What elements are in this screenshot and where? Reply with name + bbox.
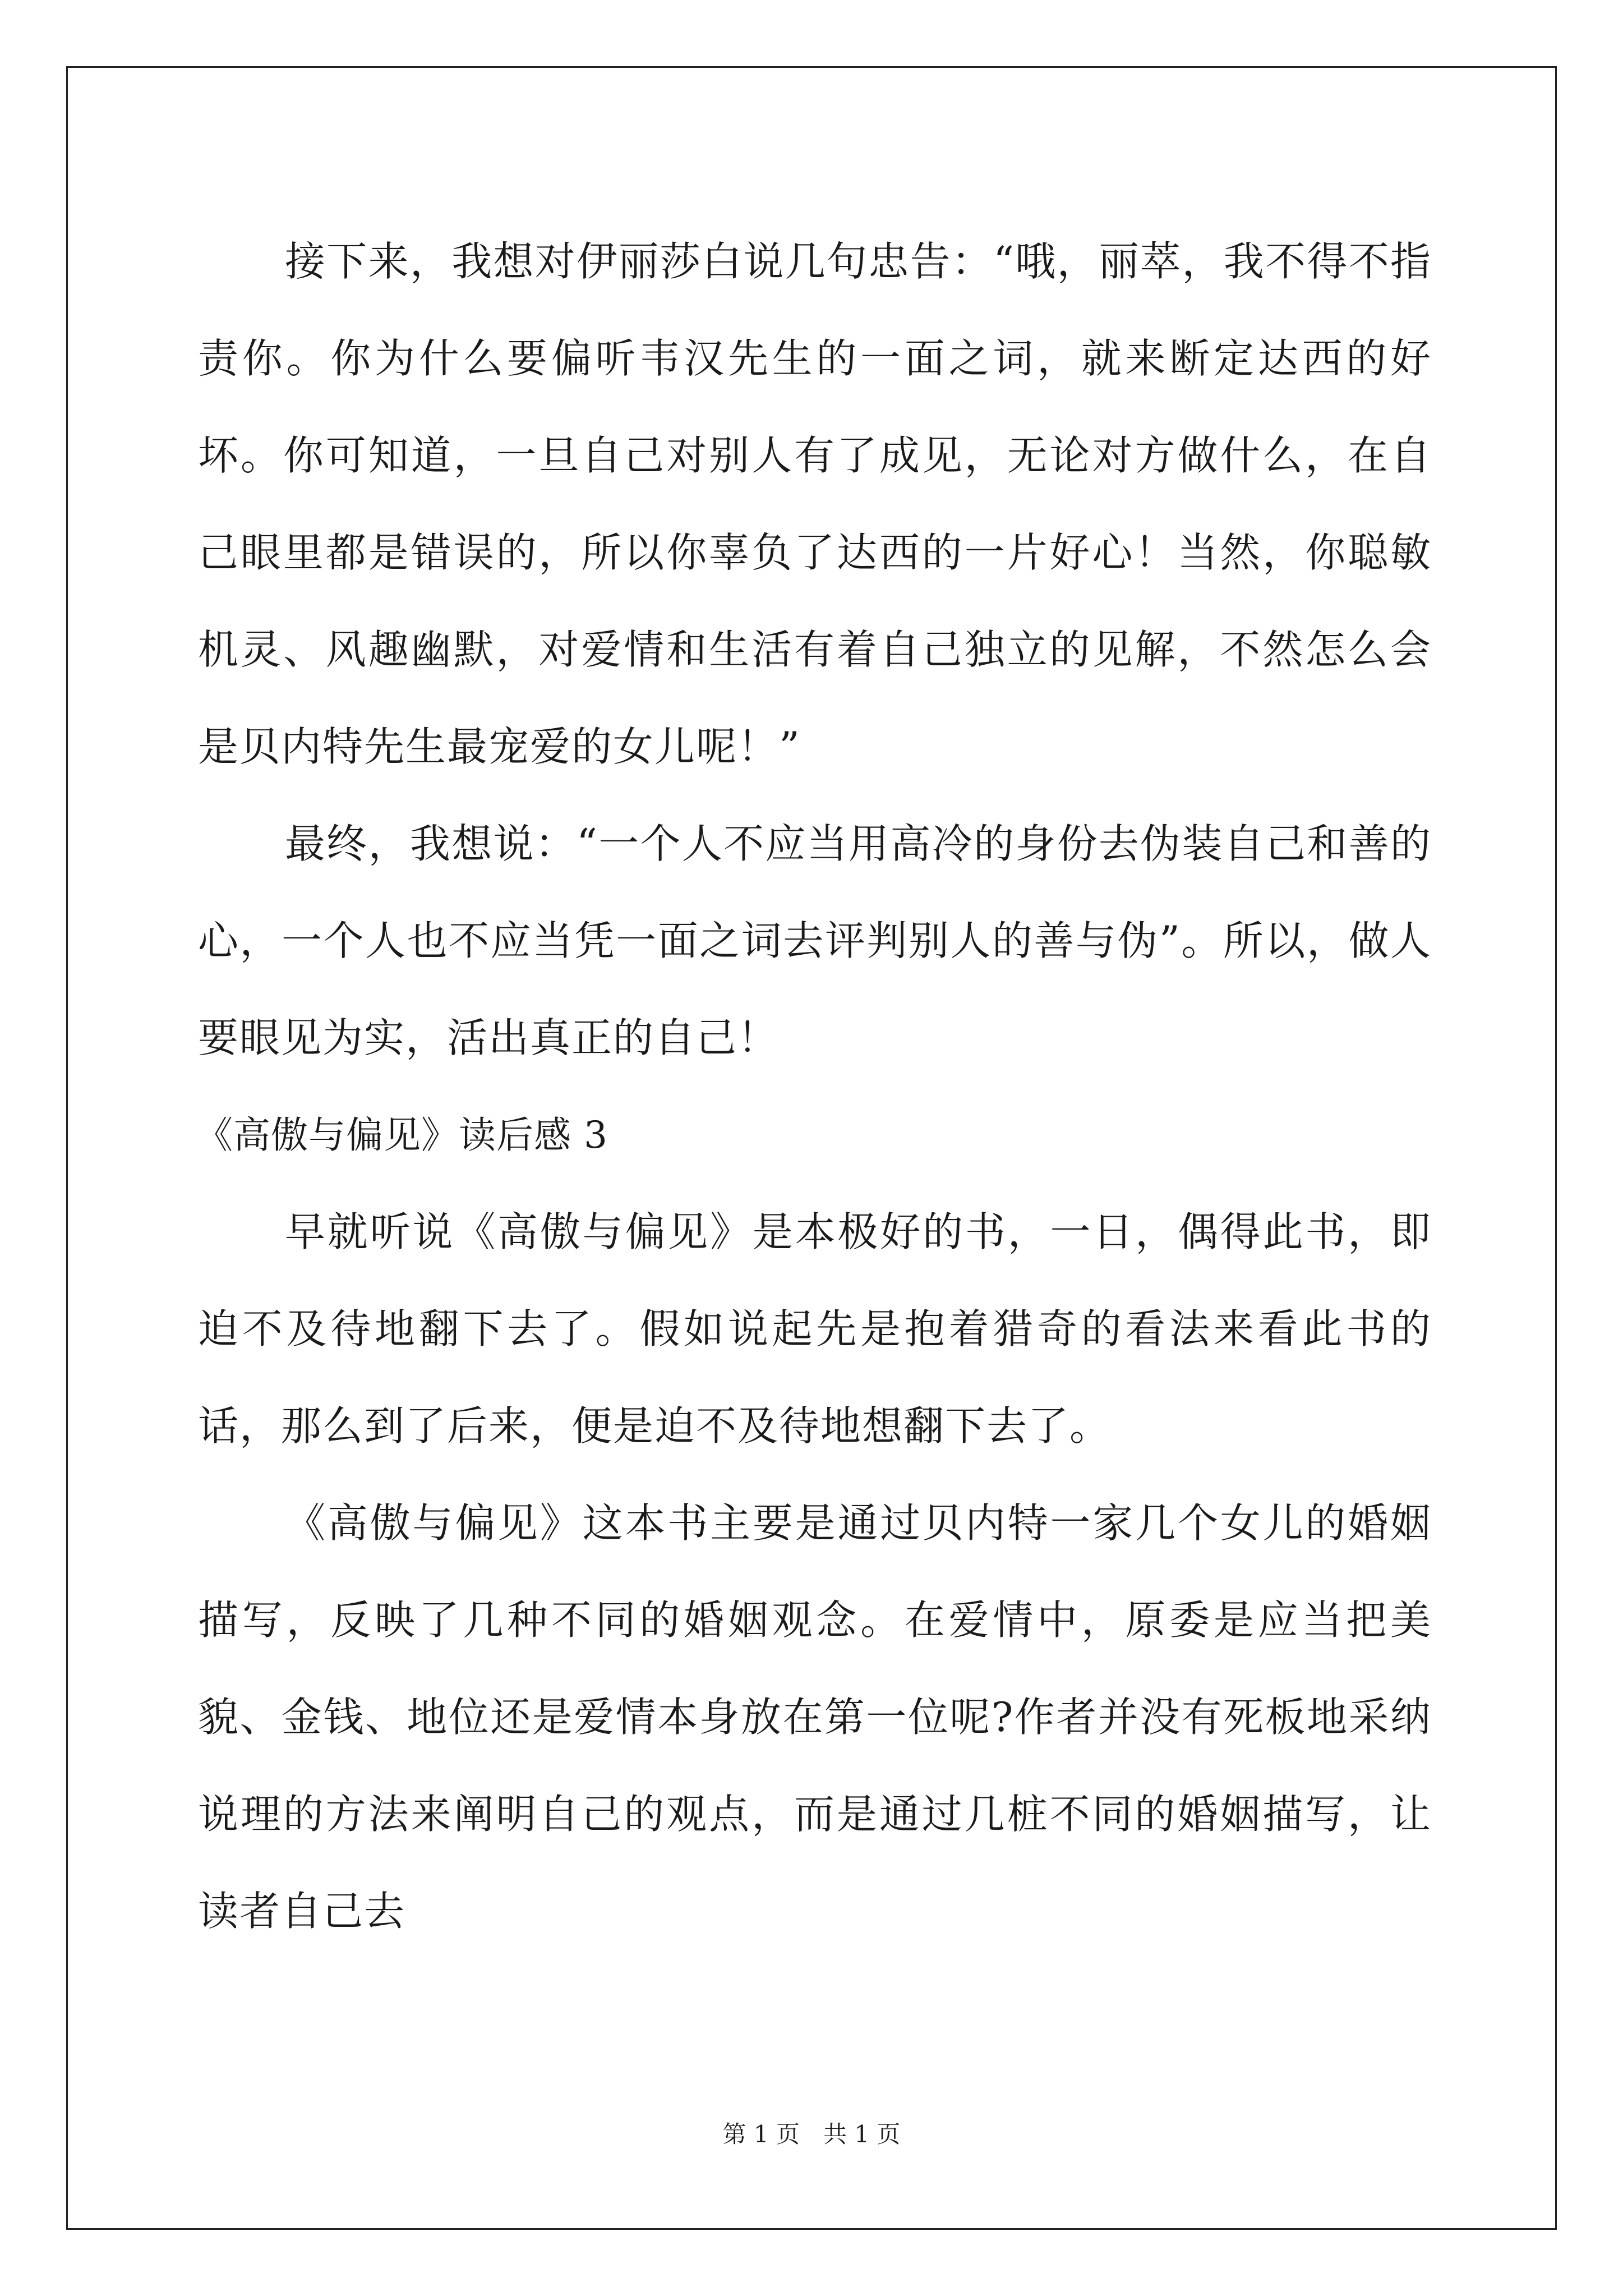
- paragraph-advice: 接下来，我想对伊丽莎白说几句忠告：“哦，丽萃，我不得不指责你。你为什么要偏听韦汉先生的一面之词，就来断定达西的好坏。你可知道，一旦自己对别人有了成见，无论对方做什么，在自己眼里都是错误的，所以你辜负了达西的一片好心！当然，你聪敏机灵、风趣幽默，对爱情和生活有着自己独立的见解，不然怎么会是贝内特先生最宠爱的女儿呢！”: [198, 238, 1432, 770]
- page-footer: 第 1 页 共 1 页: [722, 2120, 901, 2148]
- document-body: [198, 213, 1432, 1960]
- paragraph-conclusion: 最终，我想说：“一个人不应当用高冷的身份去伪装自己和善的心，一个人也不应当凭一面之词去评判别人的善与伪”。所以，做人要眼见为实，活出真正的自己！: [198, 820, 1432, 1061]
- paragraph-intro: 早就听说《高傲与偏见》是本极好的书，一日，偶得此书，即迫不及待地翻下去了。假如说起先是抱着猎奇的看法来看此书的话，那么到了后来，便是迫不及待地想翻下去了。: [198, 1208, 1432, 1450]
- paragraph-summary: 《高傲与偏见》这本书主要是通过贝内特一家几个女儿的婚姻描写，反映了几种不同的婚姻观念。在爱情中，原委是应当把美貌、金钱、地位还是爱情本身放在第一位呢?作者并没有死板地采纳说理的方法来阐明自己的观点，而是通过几桩不同的婚姻描写，让读者自己去: [198, 1499, 1432, 1935]
- section-title: 《高傲与偏见》读后感 3: [196, 1114, 608, 1157]
